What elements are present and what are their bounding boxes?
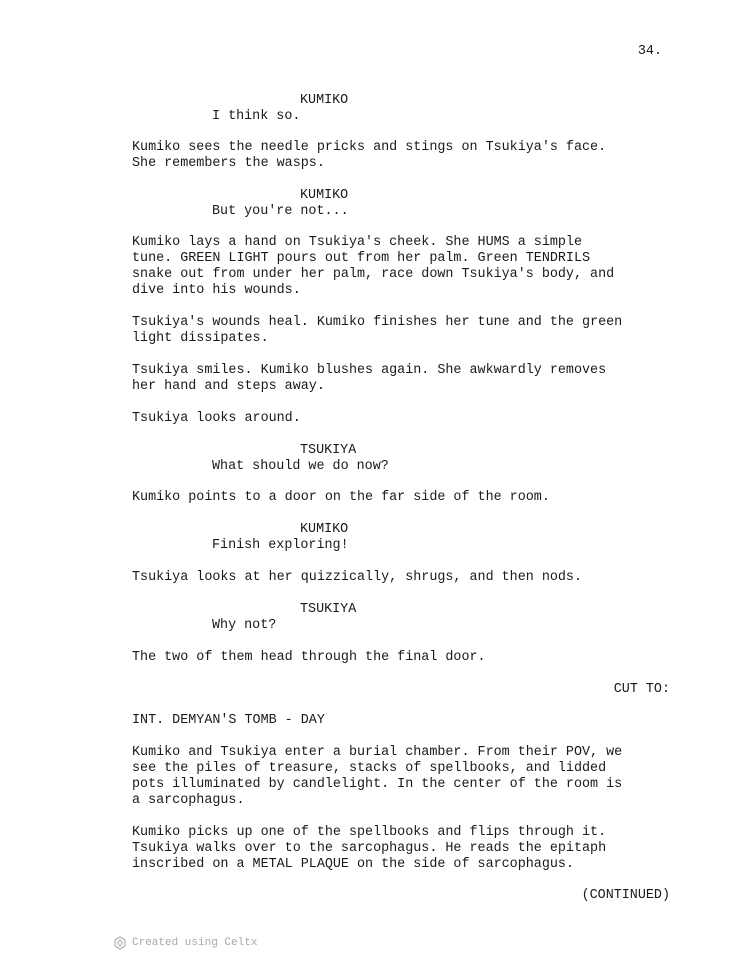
dialogue-line: I think so. (212, 109, 301, 124)
dialogue-line: What should we do now? (212, 459, 389, 474)
action-line: Tsukiya looks around. (132, 411, 301, 426)
action-line: pots illuminated by candlelight. In the center of the room is (132, 777, 623, 792)
character-cue: TSUKIYA (300, 602, 357, 617)
character-cue: KUMIKO (300, 522, 349, 537)
action-line: Tsukiya's wounds heal. Kumiko finishes her tune and the green (132, 315, 623, 330)
action-line: light dissipates. (132, 331, 269, 346)
dialogue-line: But you're not... (212, 204, 349, 219)
character-cue: KUMIKO (300, 188, 349, 203)
action-line: Tsukiya looks at her quizzically, shrugs, and then nods. (132, 570, 582, 585)
celtx-logo-icon (114, 936, 126, 950)
action-line: inscribed on a METAL PLAQUE on the side of sarcophagus. (132, 857, 574, 872)
action-line: see the piles of treasure, stacks of spellbooks, and lidded (132, 761, 607, 776)
action-line: Kumiko sees the needle pricks and stings on Tsukiya's face. (132, 140, 607, 155)
action-line: tune. GREEN LIGHT pours out from her palm. Green TENDRILS (132, 251, 591, 266)
action-line: Kumiko points to a door on the far side of the room. (132, 490, 550, 505)
page-number: 34. (637, 44, 662, 59)
dialogue-line: Finish exploring! (212, 538, 349, 553)
continued-marker: (CONTINUED) (581, 888, 670, 903)
action-line: The two of them head through the final door. (132, 650, 486, 665)
action-line: a sarcophagus. (132, 793, 245, 808)
action-line: snake out from under her palm, race down Tsukiya's body, and (132, 267, 615, 282)
scene-heading: INT. DEMYAN'S TOMB - DAY (132, 713, 325, 728)
action-line: Kumiko lays a hand on Tsukiya's cheek. She HUMS a simple (132, 235, 582, 250)
character-cue: KUMIKO (300, 93, 349, 108)
action-line: Kumiko picks up one of the spellbooks and flips through it. (132, 825, 607, 840)
action-line: Tsukiya walks over to the sarcophagus. He reads the epitaph (132, 841, 607, 856)
action-line: her hand and steps away. (132, 379, 325, 394)
footer-text: Created using Celtx (132, 937, 258, 949)
action-line: Kumiko and Tsukiya enter a burial chamber. From their POV, we (132, 745, 623, 760)
footer (114, 936, 257, 950)
action-line: She remembers the wasps. (132, 156, 325, 171)
action-line: Tsukiya smiles. Kumiko blushes again. She awkwardly removes (132, 363, 607, 378)
action-line: dive into his wounds. (132, 283, 301, 298)
transition: CUT TO: (613, 682, 670, 697)
dialogue-line: Why not? (212, 618, 277, 633)
character-cue: TSUKIYA (300, 443, 357, 458)
